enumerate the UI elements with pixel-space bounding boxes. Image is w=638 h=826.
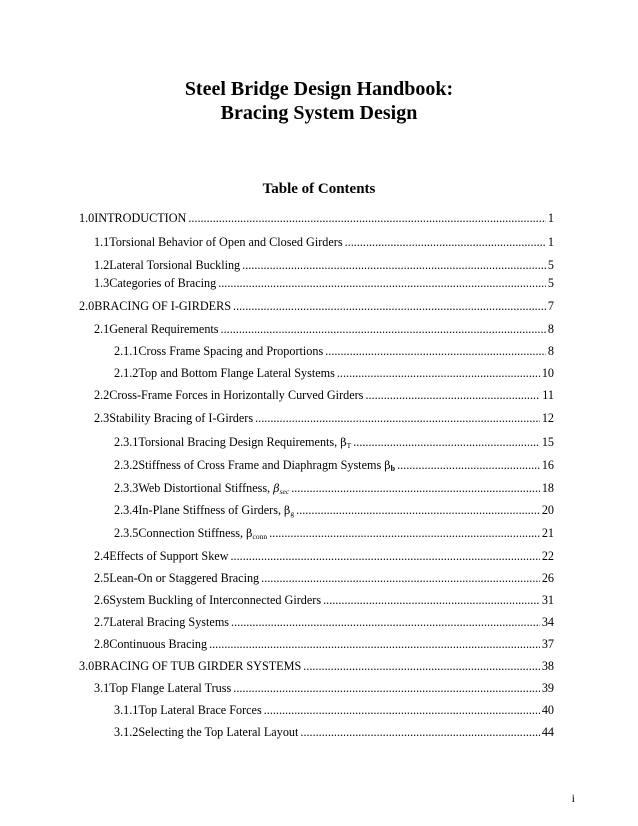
toc-entry-page: 8 (547, 344, 554, 358)
toc-leader-dots (291, 481, 540, 496)
toc-leader-dots (325, 344, 546, 359)
toc-entry-label: Top Flange Lateral Truss (109, 681, 232, 695)
beta-symbol: β (384, 459, 391, 472)
toc-entry-number: 2.1 (94, 322, 110, 336)
toc-leader-dots (303, 659, 540, 674)
toc-leader-dots (218, 276, 546, 291)
beta-symbol: β (284, 504, 291, 517)
toc-entry-label: Stability Bracing of I-Girders (109, 411, 254, 425)
toc-entry-label: BRACING OF TUB GIRDER SYSTEMS (94, 659, 302, 673)
toc-entry[interactable] (94, 258, 554, 273)
toc-entry-text: Connection Stiffness, (138, 526, 247, 540)
toc-leader-dots (255, 411, 540, 426)
toc-entry-number: 2.2 (94, 388, 110, 402)
toc-entry-number: 2.4 (94, 549, 110, 563)
toc-entry-page: 16 (541, 458, 554, 472)
toc-entry-page: 34 (541, 615, 554, 629)
toc-leader-dots (242, 258, 546, 273)
toc-entry-number: 2.5 (94, 571, 110, 585)
toc-entry-page: 26 (541, 571, 554, 585)
toc-entry-page: 5 (547, 258, 554, 272)
toc-leader-dots (233, 299, 546, 314)
toc-entry[interactable] (114, 703, 554, 718)
symbol-subscript: g (290, 509, 295, 518)
toc-entry-label: Continuous Bracing (109, 637, 208, 651)
toc-entry-page: 15 (541, 435, 554, 449)
toc-entry-number: 1.3 (94, 276, 110, 290)
toc-entry-page: 20 (541, 503, 554, 517)
toc-entry-label: Categories of Bracing (109, 276, 217, 290)
toc-entry-number: 2.3.1 (114, 435, 139, 449)
toc-entry[interactable] (79, 299, 554, 314)
toc-entry-label: Lateral Bracing Systems (109, 615, 230, 629)
toc-entry-label (138, 481, 289, 499)
toc-entry-label: System Buckling of Interconnected Girders (109, 593, 322, 607)
toc-leader-dots (337, 366, 540, 381)
toc-entry-number: 2.8 (94, 637, 110, 651)
toc-entry[interactable] (114, 481, 554, 499)
toc-entry-page: 39 (541, 681, 554, 695)
toc-entry[interactable] (94, 322, 554, 337)
toc-entry-page: 11 (542, 388, 554, 402)
toc-entry-label: Selecting the Top Lateral Layout (138, 725, 299, 739)
toc-entry-number: 3.1.1 (114, 703, 139, 717)
toc-entry-page: 12 (541, 411, 554, 425)
beta-symbol: β (273, 482, 280, 495)
toc-entry-page: 7 (547, 299, 554, 313)
toc-entry-label: Torsional Behavior of Open and Closed Girders (109, 235, 343, 249)
toc-leader-dots (397, 458, 540, 473)
toc-entry-page: 1 (547, 211, 554, 225)
toc-entry-label (138, 503, 294, 521)
toc-entry-label (138, 458, 395, 476)
toc-entry-label: Top Lateral Brace Forces (138, 703, 262, 717)
toc-entry-label (138, 435, 351, 453)
toc-entry[interactable] (114, 725, 554, 740)
toc-entry-text: Web Distortional Stiffness, (138, 481, 274, 495)
toc-leader-dots (188, 211, 546, 226)
toc-entry[interactable] (79, 211, 554, 226)
symbol-subscript: T (346, 441, 352, 450)
toc-entry[interactable] (94, 615, 554, 630)
toc-entry-page: 8 (547, 322, 554, 336)
beta-symbol: β (246, 527, 253, 540)
toc-entry[interactable] (114, 503, 554, 521)
toc-entry-page: 10 (541, 366, 554, 380)
toc-leader-dots (209, 637, 540, 652)
toc-entry-text: Torsional Bracing Design Requirements, (138, 435, 341, 449)
toc-entry-label: BRACING OF I-GIRDERS (94, 299, 232, 313)
toc-entry-label: Cross Frame Spacing and Proportions (138, 344, 324, 358)
symbol-subscript: sec (279, 487, 290, 496)
toc-leader-dots (231, 549, 540, 564)
toc-entry-number: 2.3 (94, 411, 110, 425)
toc-entry[interactable] (94, 276, 554, 291)
toc-entry-number: 3.0 (79, 659, 95, 673)
toc-entry[interactable] (94, 637, 554, 652)
toc-entry-page: 5 (547, 276, 554, 290)
toc-entry-page: 21 (541, 526, 554, 540)
toc-entry-number: 3.1.2 (114, 725, 139, 739)
toc-entry-label: Cross-Frame Forces in Horizontally Curved Girders (109, 388, 364, 402)
toc-entry-label: Top and Bottom Flange Lateral Systems (138, 366, 335, 380)
toc-entry-text: In-Plane Stiffness of Girders, (138, 503, 285, 517)
toc-entry-number: 1.1 (94, 235, 110, 249)
toc-entry-number: 2.6 (94, 593, 110, 607)
toc-entry[interactable] (94, 388, 554, 403)
toc-leader-dots (269, 526, 540, 541)
beta-symbol: β (340, 436, 347, 449)
toc-entry-number: 2.3.4 (114, 503, 139, 517)
toc-entry[interactable] (79, 659, 554, 674)
toc-entry-page: 37 (541, 637, 554, 651)
toc-entry-number: 2.1.1 (114, 344, 139, 358)
toc-leader-dots (353, 435, 540, 450)
toc-entry-page: 31 (541, 593, 554, 607)
toc-entry-label (138, 526, 267, 544)
toc-entry-label: General Requirements (109, 322, 219, 336)
toc-entry-number: 2.3.2 (114, 458, 139, 472)
toc-entry-number: 2.3.5 (114, 526, 139, 540)
document-title-line-1: Steel Bridge Design Handbook: (184, 78, 454, 100)
toc-entry-page: 22 (541, 549, 554, 563)
document-title-line-2: Bracing System Design (220, 102, 418, 124)
toc-entry[interactable] (94, 681, 554, 696)
toc-entry[interactable] (94, 411, 554, 426)
toc-entry-text: Stiffness of Cross Frame and Diaphragm Systems (138, 458, 385, 472)
toc-entry-label: INTRODUCTION (94, 211, 187, 225)
toc-entry-number: 1.0 (79, 211, 95, 225)
toc-entry-number: 1.2 (94, 258, 110, 272)
toc-leader-dots (221, 322, 546, 337)
toc-leader-dots (345, 235, 546, 250)
toc-entry-label: Effects of Support Skew (109, 549, 229, 563)
toc-leader-dots (300, 725, 539, 740)
toc-entry-number: 3.1 (94, 681, 110, 695)
toc-entry[interactable] (114, 526, 554, 544)
toc-entry[interactable] (114, 435, 554, 453)
toc-entry-page: 38 (541, 659, 554, 673)
toc-entry-page: 18 (541, 481, 554, 495)
toc-leader-dots (231, 615, 540, 630)
toc-entry[interactable] (94, 571, 554, 586)
toc-entry-number: 2.7 (94, 615, 110, 629)
toc-entry[interactable] (114, 344, 554, 359)
toc-entry[interactable] (94, 593, 554, 608)
toc-entry-number: 2.1.2 (114, 366, 139, 380)
toc-entry-page: 1 (547, 235, 554, 249)
toc-leader-dots (264, 703, 540, 718)
page-number: i (571, 791, 575, 805)
toc-entry[interactable] (114, 458, 554, 476)
toc-entry-label: Lateral Torsional Buckling (109, 258, 241, 272)
toc-entry-number: 2.3.3 (114, 481, 139, 495)
toc-leader-dots (323, 593, 540, 608)
toc-entry[interactable] (94, 235, 554, 250)
toc-leader-dots (296, 503, 540, 518)
toc-leader-dots (233, 681, 540, 696)
symbol-subscript: b (390, 464, 396, 473)
toc-leader-dots (365, 388, 540, 403)
toc-entry-page: 40 (541, 703, 554, 717)
symbol-subscript: conn (252, 532, 268, 541)
toc-heading: Table of Contents (262, 181, 376, 197)
toc-entry-label: Lean-On or Staggered Bracing (109, 571, 260, 585)
toc-entry[interactable] (114, 366, 554, 381)
toc-entry-page: 44 (541, 725, 554, 739)
toc-entry[interactable] (94, 549, 554, 564)
toc-entry-number: 2.0 (79, 299, 95, 313)
toc-leader-dots (261, 571, 540, 586)
